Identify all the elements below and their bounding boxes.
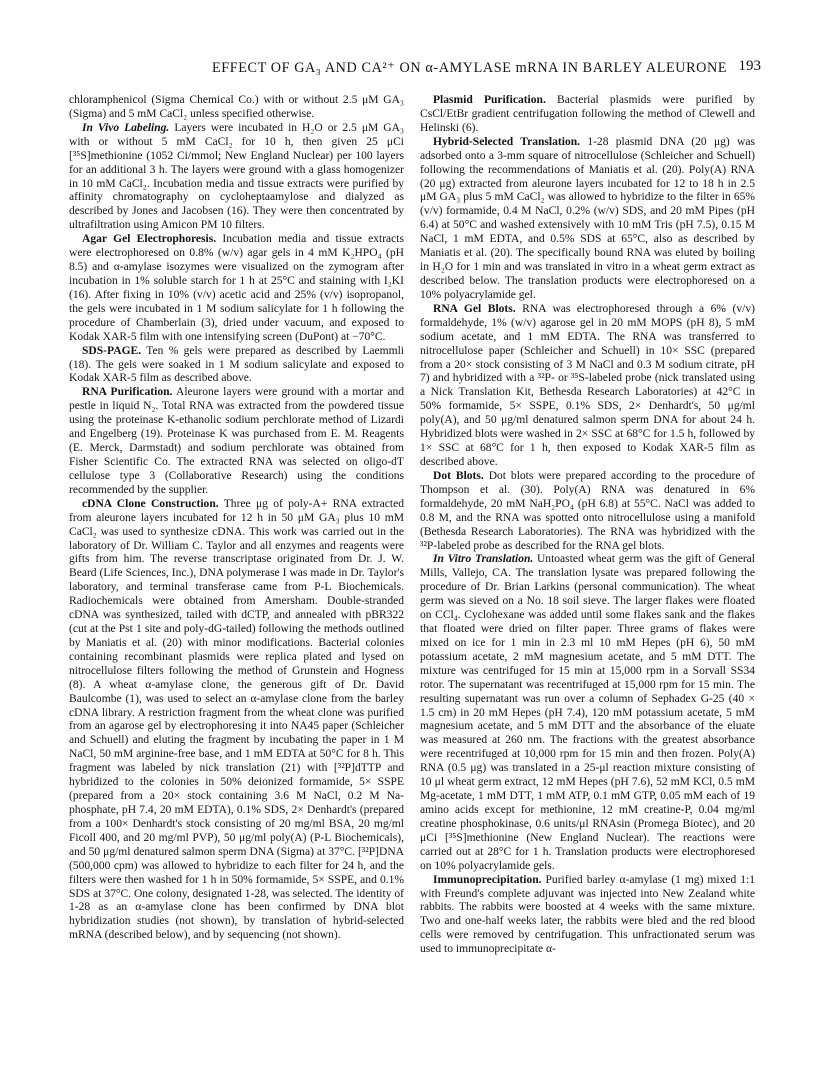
paragraph [420,136,755,303]
paragraph-text: Three μg of poly-A+ RNA extracted from aleurone layers incubated for 12 h in 50 μM GA₃ plus 10 mM CaCl₂ was used to synthesize cDNA. This work was carried out in the laboratory of Dr. William C. Taylor and all enzymes and reagents were gifts from him. The reverse transcriptase originated from Dr. J. W. Beard (Life Sciences, Inc.), DNA polymerase I was made in Dr. Taylor's laboratory, and terminal transferase came from P-L Biochemicals. Radiochemicals were obtained from Amersham. Double-stranded cDNA was synthesized, tailed with dCTP, and annealed with pBR322 (cut at the Pst 1 site and poly-dG-tailed) following the methods outlined by Maniatis et al. (20) with minor modifications. Bacterial colonies containing recombinant plasmids were replica plated and lysed on nitrocellulose filters following the method of Grunstein and Hogness (8). A wheat α-amylase clone, the generous gift of Dr. David Baulcombe (1), was used to select an α-amylase clone from the barley cDNA library. A restriction fragment from the wheat clone was purified from an agarose gel by electrophoresing it into NA45 paper (Schleicher and Schuell) and eluting the fragment by incubating the paper in 1 M NaCl, 50 mM arginine-free base, and 1 mM EDTA at 50°C for 8 h. This fragment was labeled by nick translation (21) with [³²P]dTTP and hybridized to the colonies in 50% deionized formamide, 5× SSPE (prepared from a 20× stock containing 3.6 M NaCl, 0.2 M Na-phosphate, pH 7.4, 20 mM EDTA), 0.1% SDS, 2× Denhardt's (prepared from a 100× Denhardt's stock consisting of 20 mg/ml BSA, 20 mg/ml Ficoll 400, and 20 mg/ml PVP), 50 μg/ml poly(A) (P-L Biochemicals), and 50 μg/ml denatured salmon sperm DNA (Sigma) at 37°C. [³²P]DNA (500,000 cpm) was allowed to hybridize to each filter for 24 h, and the filters were then washed for 1 h in 50% formamide, 5× SSPE, and 0.1% SDS at 37°C. One colony, designated 1-28, was selected. The identity of 1-28 as an α-amylase clone has been confirmed by DNA blot hybridization studies (not shown), by translation of hybrid-selected mRNA (described below), and by sequencing (not shown). [69,497,404,942]
running-title: EFFECT OF GA₃ AND CA²⁺ ON α-AMYLASE mRNA IN BARLEY ALEURONE [212,60,728,76]
paragraph-text: chloramphenicol (Sigma Chemical Co.) with or without 2.5 μM GA₃ (Sigma) and 5 mM CaCl₂ unless specified otherwise. [69,94,404,120]
paragraph [69,94,404,122]
section-heading: SDS-PAGE. [82,344,142,357]
running-header [0,50,816,82]
paragraph [420,303,755,470]
section-heading: In Vitro Translation. [433,553,534,566]
paragraph [420,94,755,136]
paragraph [69,345,404,387]
paragraph-text: 1-28 plasmid DNA (20 μg) was adsorbed onto a 3-mm square of nitrocellulose (Schleicher and Schuell) following the recommendations of Maniatis et al. (20). Poly(A) RNA (20 μg) extracted from aleurone layers incubated for 12 to 18 h in 2.5 μM GA₃ plus 5 mM CaCl₂ was allowed to hybridize to the filter in 65% (v/v) formamide, 0.4 M NaCl, 0.2% (w/v) SDS, and 20 mM Pipes (pH 6.4) at 50°C and washed extensively with 10 mM Tris (pH 7.5), 0.15 M NaCl, 1 mM EDTA, and 0.5% SDS at 65°C, also as described by Maniatis et al. (20). The specifically bound RNA was eluted by boiling in H₂O for 1 min and was translated in vitro in a wheat germ extract as described below. The translation products were electrophoresed on a 10% polyacrylamide gel. [420,135,755,301]
paragraph-text: Dot blots were prepared according to the procedure of Thompson et al. (30). Poly(A) RNA was denatured in 6% formaldehyde, 20 mM NaH₂PO₄ (pH 6.8) at 55°C. NaCl was added to 0.8 M, and the RNA was spotted onto nitrocellulose using a manifold (Bethesda Research Laboratories). The RNA was hybridized with the ³²P-labeled probe as described for the RNA gel blots. [420,469,755,552]
section-heading: Hybrid-Selected Translation. [433,135,581,148]
section-heading: RNA Purification. [82,386,173,399]
section-heading: cDNA Clone Construction. [82,497,219,510]
right-column [420,94,755,957]
paragraph-text: Bacterial plasmids were purified by CsCl/EtBr gradient centrifugation following the method of Clewell and Helinski (6). [420,94,755,134]
paragraph [420,874,755,958]
section-heading: RNA Gel Blots. [433,302,516,315]
paragraph [69,122,404,233]
paragraph-text: Aleurone layers were ground with a mortar and pestle in liquid N₂. Total RNA was extracted from the powdered tissue using the proteinase K-ethanolic sodium perchlorate method of Lizardi and Engelberg (19). Proteinase K was purchased from E. M. Reagents (E. Merck, Darmstadt) and sodium perchlorate was obtained from Fisher Scientific Co. The extracted RNA was selected on oligo-dT cellulose type 3 (Collaborative Research) using the conditions recommended by the supplier. [69,386,404,496]
paragraph [69,386,404,497]
paragraph-text: Ten % gels were prepared as described by Laemmli (18). The gels were soaked in 1 M sodium salicylate and exposed to Kodak XAR-5 film as described above. [69,344,404,385]
paragraph [69,498,404,944]
paragraph-text: Layers were incubated in H₂O or 2.5 μM GA₃ with or without 5 mM CaCl₂ for 10 h, then given 25 μCi [³⁵S]methionine (1052 Ci/mmol; New England Nuclear) per 100 layers for an additional 3 h. The layers were ground with a glass homogenizer in 10 mM CaCl₂. Incubation media and tissue extracts were purified by affinity chromatography on cycloheptaamylose and dialyzed as described by Jones and Jacobsen (16). They were then concentrated by ultrafiltration using Amicon PM 10 filters. [69,121,404,232]
section-heading: Plasmid Purification. [433,94,546,106]
paragraph [69,233,404,344]
paragraph-text: Purified barley α-amylase (1 mg) mixed 1:1 with Freund's complete adjuvant was injected into New Zealand white rabbits. The rabbits were boosted at 4 weeks with the same mixture. Two and one-half weeks later, the rabbits were bled and the red blood cells were removed by centrifugation. This unfractionated serum was used to immunoprecipitate α- [420,873,755,956]
paragraph-text: Incubation media and tissue extracts were electrophoresed on 0.8% (w/v) agar gels in 4 mM K₂HPO₄ (pH 8.5) and α-amylase isozymes were visualized on the zymogram after incubation in 1% soluble starch for 1 h at 25°C and staining with I₂KI (16). After fixing in 10% (v/v) acetic acid and 25% (v/v) isopropanol, the gels were incubated in 1 M sodium salicylate for 1 h following the procedure of Chamberlain (3), dried under vacuum, and exposed to Kodak XAR-5 film with one intensifying screen (DuPont) at −70°C. [69,233,405,343]
section-heading: Immunoprecipitation. [433,873,542,886]
section-heading: In Vivo Labeling. [82,121,170,134]
page-number: 193 [738,58,761,74]
paragraph-text: RNA was electrophoresed through a 6% (v/v) formaldehyde, 1% (w/v) agarose gel in 20 mM MOPS (pH 8), 5 mM sodium acetate, and 1 mM EDTA. The RNA was transferred to nitrocellulose paper (Schleicher and Schuell) in 10× SSC (prepared from a 20× stock consisting of 3 M NaCl and 0.3 M sodium citrate, pH 7) and hybridized with a ³²P- or ³⁵S-labeled probe (nick translated using a Nick Translation Kit, Bethesda Research Laboratories) at 42°C in 50% formamide, 5× SSPE, 0.1% SDS, 2× Denhardt's, 50 μg/ml poly(A), and 50 μg/ml denatured salmon sperm DNA for about 24 h. Hybridized blots were washed in 2× SSC at 68°C for 1.5 h, followed by 1× SSC at 68°C for 1 h, then exposed to Kodak XAR-5 film as described above. [420,302,755,468]
left-column [69,94,404,943]
paragraph [420,553,755,873]
section-heading: Dot Blots. [433,469,484,482]
paragraph-text: Untoasted wheat germ was the gift of General Mills, Vallejo, CA. The translation lysate was prepared following the procedure of Dr. Brian Larkins (personal communication). The wheat germ was sieved on a No. 18 soil sieve. The larger flakes were floated on CCl₄. Cyclohexane was added until some flakes sank and the flakes that floated were dried on filter paper. Three grams of flakes were mixed on ice for 1 min in 2.3 ml 10 mM Hepes (pH 6), 50 mM potassium acetate, 2 mM magnesium acetate, and 5 mM DTT. The mixture was centrifuged for 15 min at 15,000 rpm in a Sorvall SS34 rotor. The supernatant was recentrifuged at 15,000 rpm for 15 min. The resulting supernatant was run over a column of Sephadex G-25 (40 × 1.5 cm) in 20 mM Hepes (pH 7.4), 120 mM potassium acetate, 5 mM magnesium acetate, and 5 mM DTT and the absorbance of the eluate was measured at 260 nm. The fractions with the greatest absorbance were recentrifuged at 10,000 rpm for 15 min and then frozen. Poly(A) RNA (0.5 μg) was translated in a 25-μl reaction mixture consisting of 10 μl wheat germ extract, 12 mM Hepes (pH 7.6), 52 mM KCl, 0.5 mM Mg-acetate, 1 mM DTT, 1 mM ATP, 0.1 mM GTP, 0.05 mM each of 19 amino acids except for methionine, 12 mM creatine-P, 0.04 mg/ml creatine phosphokinase, 0.6 units/μl RNAsin (Promega Biotec), and 20 μCi [³⁵S]methionine (New England Nuclear). The reactions were carried out at 28°C for 1 h. Translation products were electrophoresed on 10% polyacrylamide gels. [420,553,756,872]
section-heading: Agar Gel Electrophoresis. [82,233,217,246]
paragraph [420,470,755,554]
